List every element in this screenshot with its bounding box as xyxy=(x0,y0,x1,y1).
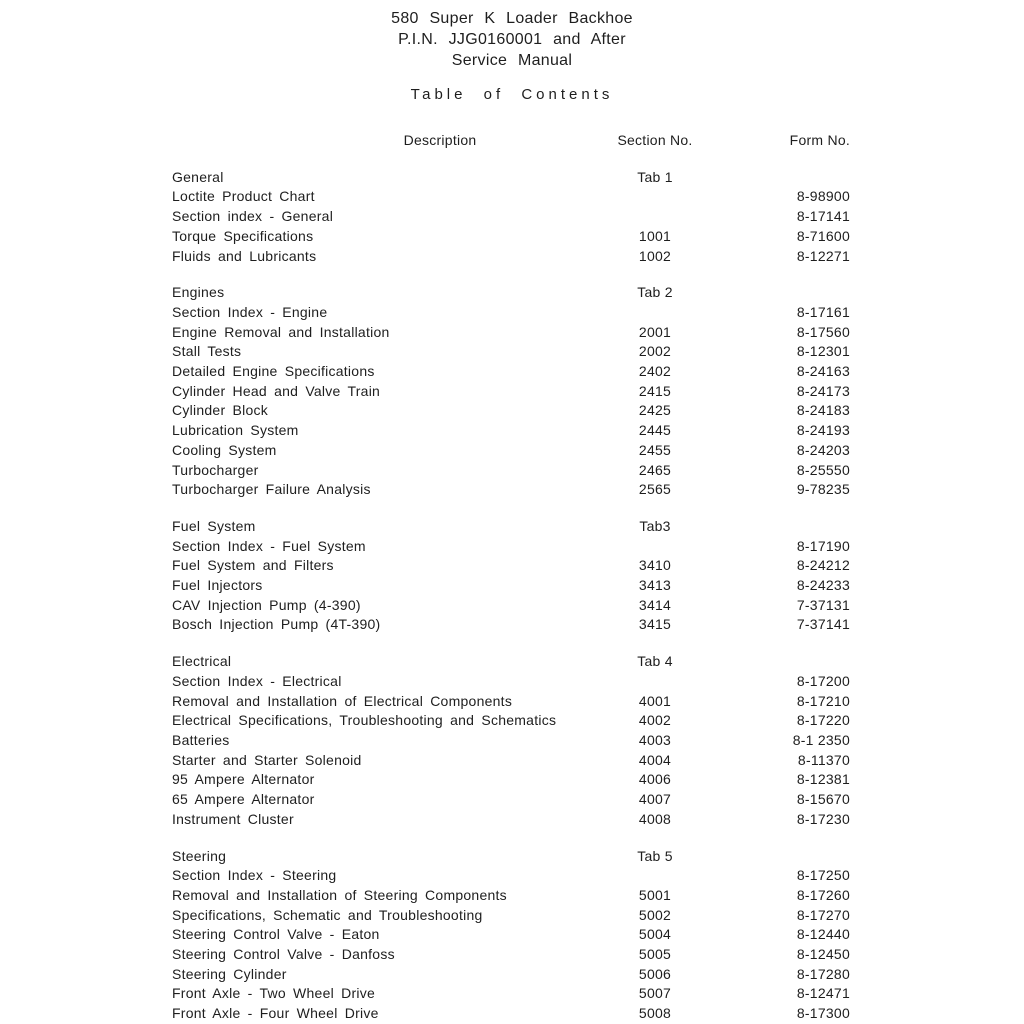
toc-row xyxy=(172,692,850,712)
toc-row xyxy=(172,421,850,441)
toc-row xyxy=(172,576,850,596)
section-tab: Tab 2 xyxy=(637,284,673,301)
row-description: Fuel System and Filters xyxy=(172,557,334,574)
row-form-no: 8-11370 xyxy=(797,751,850,768)
row-form-no: 8-12271 xyxy=(796,247,850,264)
row-form-no: 8-12471 xyxy=(796,985,850,1002)
row-form-no: 8-17230 xyxy=(796,810,850,827)
section-title: Electrical xyxy=(172,653,232,670)
toc-row xyxy=(172,556,850,576)
row-form-no: 8-17280 xyxy=(796,965,850,982)
section-form-blank xyxy=(730,283,850,303)
row-form-no: 8-17250 xyxy=(796,867,850,884)
toc-row xyxy=(172,711,850,731)
row-form-no: 8-12301 xyxy=(796,343,850,360)
row-description: Electrical Specifications, Troubleshooting and Schematics xyxy=(172,712,557,729)
row-form-no: 8-17300 xyxy=(796,1005,850,1022)
row-section-no xyxy=(580,207,730,227)
toc-row xyxy=(172,1004,850,1024)
row-section-no: 5004 xyxy=(638,926,672,943)
row-section-no: 5007 xyxy=(638,985,672,1002)
section-tab: Tab3 xyxy=(639,517,671,534)
row-description: Stall Tests xyxy=(172,343,242,360)
row-description: Batteries xyxy=(172,731,230,748)
row-description: Specifications, Schematic and Troubleshooting xyxy=(172,906,483,923)
column-header-description: Description xyxy=(403,132,477,148)
row-form-no: 8-17210 xyxy=(796,692,850,709)
row-section-no xyxy=(580,303,730,323)
row-form-no: 8-24193 xyxy=(796,422,850,439)
toc-row xyxy=(172,207,850,227)
section-tab: Tab 1 xyxy=(637,168,673,185)
row-form-no: 9-78235 xyxy=(796,481,850,498)
row-description: Front Axle - Two Wheel Drive xyxy=(172,985,376,1002)
toc-row xyxy=(172,596,850,616)
row-section-no: 1001 xyxy=(638,227,672,244)
toc-row xyxy=(172,303,850,323)
table-of-contents xyxy=(172,131,850,1024)
row-description: Turbocharger Failure Analysis xyxy=(172,481,371,498)
row-description: Section Index - Fuel System xyxy=(172,537,366,554)
toc-row xyxy=(172,945,850,965)
toc-row xyxy=(172,480,850,500)
row-form-no: 8-24203 xyxy=(796,441,850,458)
toc-row xyxy=(172,537,850,557)
section-tab: Tab 4 xyxy=(637,653,673,670)
row-section-no: 3415 xyxy=(638,616,672,633)
doc-title-line-1: 580 Super K Loader Backhoe xyxy=(391,10,633,27)
row-description: Torque Specifications xyxy=(172,227,314,244)
row-description: Section Index - Electrical xyxy=(172,672,342,689)
column-header-section-no: Section No. xyxy=(617,132,693,148)
row-form-no: 8-17260 xyxy=(796,886,850,903)
row-section-no: 2465 xyxy=(638,461,672,478)
toc-row xyxy=(172,906,850,926)
toc-row xyxy=(172,751,850,771)
section-title: Steering xyxy=(172,847,227,864)
row-description: Section Index - Steering xyxy=(172,867,337,884)
section-header-row xyxy=(172,652,850,672)
toc-row xyxy=(172,770,850,790)
row-description: Front Axle - Four Wheel Drive xyxy=(172,1005,379,1022)
row-form-no: 8-12440 xyxy=(796,926,850,943)
toc-row xyxy=(172,441,850,461)
section-header-row xyxy=(172,517,850,537)
row-section-no: 2001 xyxy=(638,323,672,340)
row-form-no: 8-12381 xyxy=(796,771,850,788)
row-form-no: 8-24233 xyxy=(796,577,850,594)
row-section-no: 5008 xyxy=(638,1005,672,1022)
row-form-no: 8-17190 xyxy=(796,537,850,554)
row-section-no: 5002 xyxy=(638,906,672,923)
table-of-contents-title: Table of Contents xyxy=(410,86,614,103)
toc-row xyxy=(172,866,850,886)
row-section-no: 4006 xyxy=(638,771,672,788)
section-steering xyxy=(172,847,850,1024)
row-section-no: 4007 xyxy=(638,791,672,808)
toc-row xyxy=(172,382,850,402)
row-section-no: 4004 xyxy=(638,751,672,768)
row-form-no: 7-37141 xyxy=(796,616,850,633)
column-header-form-no: Form No. xyxy=(789,132,850,148)
row-description: Steering Control Valve - Eaton xyxy=(172,926,380,943)
row-description: CAV Injection Pump (4-390) xyxy=(172,596,361,613)
row-form-no: 8-17560 xyxy=(796,323,850,340)
row-description: 95 Ampere Alternator xyxy=(172,771,315,788)
section-electrical xyxy=(172,652,850,829)
row-description: Cooling System xyxy=(172,441,277,458)
row-description: Turbocharger xyxy=(172,461,259,478)
doc-title-line-3: Service Manual xyxy=(451,52,573,69)
row-section-no: 2002 xyxy=(638,343,672,360)
row-form-no: 8-1 2350 xyxy=(792,731,850,748)
row-form-no: 8-17161 xyxy=(796,303,850,320)
toc-row xyxy=(172,461,850,481)
row-section-no: 3410 xyxy=(638,557,672,574)
toc-row xyxy=(172,886,850,906)
toc-row xyxy=(172,187,850,207)
row-section-no: 2445 xyxy=(638,422,672,439)
toc-row xyxy=(172,810,850,830)
row-description: Detailed Engine Specifications xyxy=(172,363,375,380)
toc-row xyxy=(172,925,850,945)
row-section-no: 2402 xyxy=(638,363,672,380)
row-section-no: 2455 xyxy=(638,441,672,458)
row-form-no: 8-24173 xyxy=(796,382,850,399)
toc-row xyxy=(172,247,850,267)
row-description: Fuel Injectors xyxy=(172,577,263,594)
section-header-row xyxy=(172,283,850,303)
document-header xyxy=(0,8,1024,105)
row-description: Steering Control Valve - Danfoss xyxy=(172,946,395,963)
row-section-no: 5006 xyxy=(638,965,672,982)
row-description: Cylinder Block xyxy=(172,402,268,419)
row-section-no xyxy=(580,537,730,557)
row-form-no: 8-24212 xyxy=(796,557,850,574)
toc-row xyxy=(172,323,850,343)
row-description: Fluids and Lubricants xyxy=(172,247,317,264)
section-header-row xyxy=(172,847,850,867)
row-form-no: 8-17220 xyxy=(796,712,850,729)
row-form-no: 8-71600 xyxy=(796,227,850,244)
row-form-no: 7-37131 xyxy=(796,596,850,613)
row-section-no: 4008 xyxy=(638,810,672,827)
row-description: Lubrication System xyxy=(172,422,299,439)
row-form-no: 8-17141 xyxy=(796,208,850,225)
row-form-no: 8-24183 xyxy=(796,402,850,419)
section-fuel-system xyxy=(172,517,850,635)
row-section-no xyxy=(580,187,730,207)
row-section-no: 1002 xyxy=(638,247,672,264)
row-description: Section index - General xyxy=(172,208,334,225)
row-description: Steering Cylinder xyxy=(172,965,287,982)
toc-row xyxy=(172,965,850,985)
row-section-no: 4003 xyxy=(638,731,672,748)
section-form-blank xyxy=(730,517,850,537)
row-description: Bosch Injection Pump (4T-390) xyxy=(172,616,381,633)
row-form-no: 8-17200 xyxy=(796,672,850,689)
toc-row xyxy=(172,362,850,382)
row-description: Loctite Product Chart xyxy=(172,188,315,205)
section-general xyxy=(172,168,850,267)
row-section-no: 4001 xyxy=(638,692,672,709)
row-form-no: 8-24163 xyxy=(796,363,850,380)
row-description: Starter and Starter Solenoid xyxy=(172,751,362,768)
row-description: Instrument Cluster xyxy=(172,810,294,827)
row-section-no: 2565 xyxy=(638,481,672,498)
row-description: Section Index - Engine xyxy=(172,303,328,320)
row-section-no xyxy=(580,672,730,692)
section-tab: Tab 5 xyxy=(637,847,673,864)
row-section-no: 3414 xyxy=(638,596,672,613)
row-description: Removal and Installation of Electrical Components xyxy=(172,692,513,709)
section-title: General xyxy=(172,168,224,185)
row-description: Cylinder Head and Valve Train xyxy=(172,382,381,399)
toc-row xyxy=(172,731,850,751)
row-section-no: 5005 xyxy=(638,946,672,963)
row-section-no: 3413 xyxy=(638,577,672,594)
row-form-no: 8-12450 xyxy=(796,946,850,963)
toc-row xyxy=(172,984,850,1004)
section-form-blank xyxy=(730,652,850,672)
toc-row xyxy=(172,227,850,247)
row-section-no: 4002 xyxy=(638,712,672,729)
toc-row xyxy=(172,790,850,810)
section-engines xyxy=(172,283,850,500)
row-description: 65 Ampere Alternator xyxy=(172,791,315,808)
row-form-no: 8-98900 xyxy=(796,188,850,205)
row-description: Removal and Installation of Steering Components xyxy=(172,886,507,903)
row-form-no: 8-17270 xyxy=(796,906,850,923)
row-form-no: 8-25550 xyxy=(796,461,850,478)
toc-row xyxy=(172,401,850,421)
section-title: Engines xyxy=(172,284,225,301)
section-form-blank xyxy=(730,168,850,188)
section-title: Fuel System xyxy=(172,517,256,534)
row-description: Engine Removal and Installation xyxy=(172,323,390,340)
toc-row xyxy=(172,672,850,692)
toc-row xyxy=(172,615,850,635)
row-section-no: 5001 xyxy=(638,886,672,903)
column-header-row xyxy=(172,131,850,151)
row-section-no: 2425 xyxy=(638,402,672,419)
toc-row xyxy=(172,342,850,362)
doc-title-line-2: P.I.N. JJG0160001 and After xyxy=(398,31,626,48)
row-section-no xyxy=(580,866,730,886)
section-form-blank xyxy=(730,847,850,867)
row-section-no: 2415 xyxy=(638,382,672,399)
row-form-no: 8-15670 xyxy=(796,791,850,808)
section-header-row xyxy=(172,168,850,188)
